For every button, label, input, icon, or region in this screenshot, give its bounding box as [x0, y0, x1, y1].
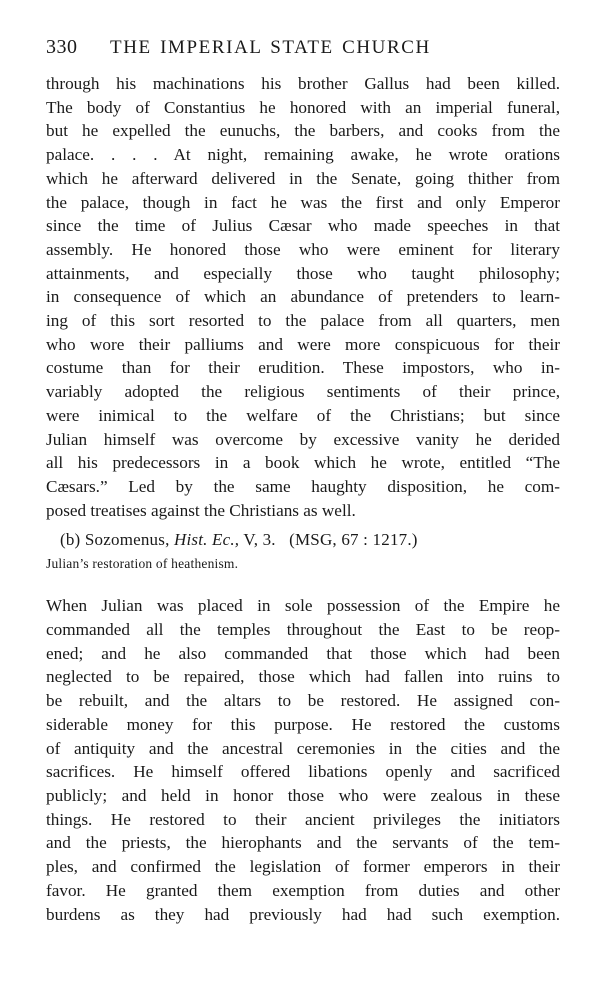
text-line: and the priests, the hierophants and the servants of the tem- [46, 833, 560, 853]
text-line: Cæsars.” Led by the same haughty disposition, he com- [46, 476, 560, 496]
text-line: costume than for their erudition. These impostors, who in- [46, 358, 560, 378]
text-line: things. He restored to their ancient privileges the initiators [46, 809, 560, 829]
text-line: who wore their palliums and were more conspicuous for their [46, 334, 560, 354]
source-citation [60, 528, 560, 551]
running-head [46, 36, 560, 66]
text-line: which he afterward delivered in the Senate, going thither from [46, 168, 560, 188]
text-line: burdens as they had previously had had such exemption. [46, 904, 560, 924]
text-line: ened; and he also commanded that those which had been [46, 643, 560, 663]
citation-reference: V, 3. [243, 530, 276, 550]
text-line: were inimical to the welfare of the Christians; but since [46, 405, 560, 425]
citation-source: (MSG, 67 : 1217.) [289, 530, 418, 550]
text-line: variably adopted the religious sentiments of their prince, [46, 382, 560, 402]
text-line: publicly; and held in honor those who were zealous in these [46, 785, 560, 805]
citation-author: Sozomenus, [84, 530, 170, 550]
paragraph-1 [46, 72, 560, 522]
text-line: siderable money for this purpose. He restored the customs [46, 714, 560, 734]
text-line: When Julian was placed in sole possession of the Empire he [46, 596, 560, 616]
citation-label: (b) [60, 530, 81, 550]
text-line: ples, and confirmed the legislation of former emperors in their [46, 857, 560, 877]
text-line: palace. . . . At night, remaining awake, he wrote orations [46, 145, 560, 165]
text-line: commanded all the temples throughout the East to be reop- [46, 620, 560, 640]
text-line: since the time of Julius Cæsar who made speeches in that [46, 216, 560, 236]
citation-work: Hist. Ec., [173, 530, 240, 550]
text-line: ing of this sort resorted to the palace from all quarters, men [46, 311, 560, 331]
text-line: through his machinations his brother Gallus had been killed. [46, 74, 560, 93]
text-line: neglected to be repaired, those which had fallen into ruins to [46, 667, 560, 687]
text-line: attainments, and especially those who taught philosophy; [46, 263, 560, 283]
book-page [46, 36, 560, 926]
text-line: assembly. He honored those who were eminent for literary [46, 239, 560, 259]
text-line: all his predecessors in a book which he wrote, entitled “The [46, 453, 560, 473]
text-line: sacrifices. He himself offered libations openly and sacrificed [46, 762, 560, 782]
text-line: be rebuilt, and the altars to be restored. He assigned con- [46, 691, 560, 711]
section-caption: Julian’s restoration of heathenism. [46, 556, 239, 572]
text-line: the palace, though in fact he was the first and only Emperor [46, 192, 560, 212]
text-line: in consequence of which an abundance of pretenders to learn- [46, 287, 560, 307]
text-line: Julian himself was overcome by excessive vanity he derided [46, 429, 560, 449]
text-line: of antiquity and the ancestral ceremonies in the cities and the [46, 738, 560, 758]
text-line: but he expelled the eunuchs, the barbers, and cooks from the [46, 121, 560, 141]
text-line: favor. He granted them exemption from duties and other [46, 880, 560, 900]
text-line: The body of Constantius he honored with an imperial funeral, [46, 97, 560, 117]
paragraph-2 [46, 594, 560, 926]
running-title: THE IMPERIAL STATE CHURCH [110, 37, 431, 58]
text-line: posed treatises against the Christians as well. [46, 500, 356, 520]
page-number: 330 [46, 36, 78, 58]
